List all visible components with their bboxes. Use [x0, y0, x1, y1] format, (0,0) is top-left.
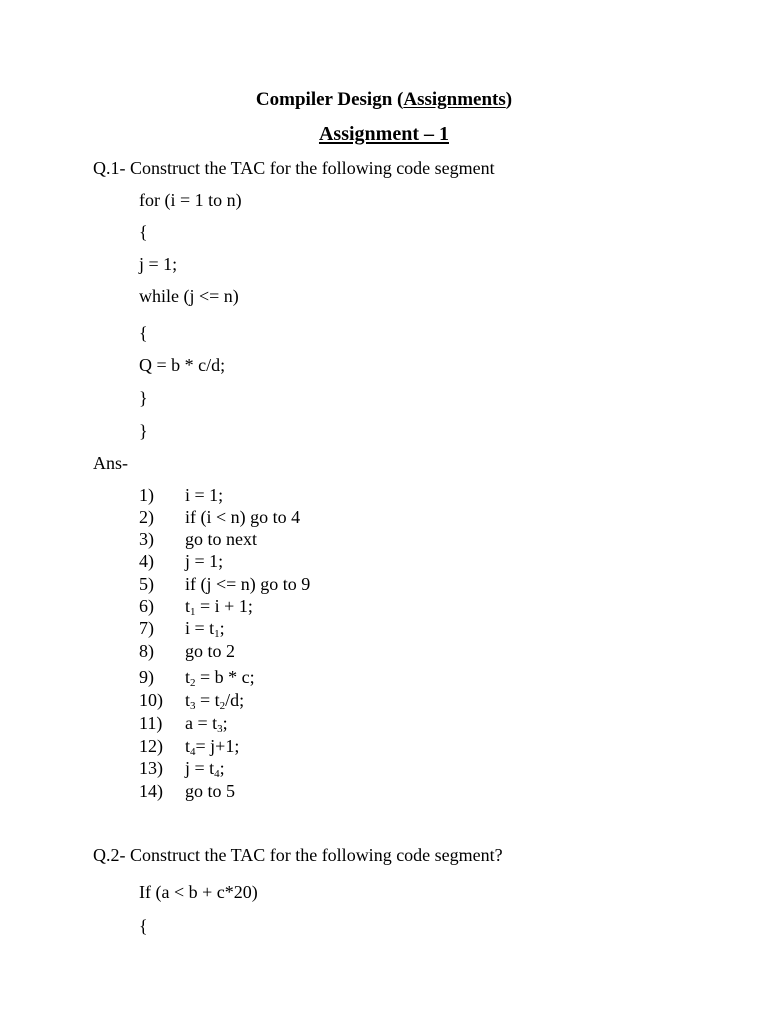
code-line: j = 1; — [139, 254, 178, 274]
answer-number: 4) — [139, 551, 154, 571]
answer-text: $a = t_3$; — [185, 713, 228, 735]
code-line: } — [139, 421, 148, 441]
answer-text: i = 1; — [185, 485, 224, 505]
question-2: Q.2- Construct the TAC for the following code segment? — [93, 845, 503, 865]
answer-number: 5) — [139, 574, 154, 594]
title-prefix: Compiler Design ( — [255, 89, 404, 110]
answer-number: 10) — [139, 690, 163, 710]
answer-text: $j = t_4$; — [185, 758, 225, 780]
answer-text: j = 1; — [185, 551, 224, 571]
answer-number: 12) — [139, 736, 163, 756]
code-line: } — [139, 388, 148, 408]
code-line: If (a < b + c*20) — [139, 882, 258, 902]
answer-text: $i = t_1$; — [185, 618, 225, 640]
answer-number: 13) — [139, 758, 163, 778]
answer-number: 2) — [139, 507, 154, 527]
code-line: { — [139, 222, 148, 242]
code-line: { — [139, 323, 148, 343]
answer-text: if (j <= n) go to 9 — [185, 574, 311, 594]
answer-number: 7) — [139, 618, 154, 638]
answer-label: Ans- — [93, 453, 128, 473]
answer-text: $t_1 = i + 1$; — [185, 596, 253, 618]
assignment-heading: Assignment – 1 — [318, 123, 449, 145]
answer-text: if (i < n) go to 4 — [185, 507, 301, 527]
question-1: Q.1- Construct the TAC for the following code segment — [93, 158, 495, 178]
code-line: { — [139, 916, 148, 936]
answer-text: $t_2 = b * c$; — [185, 667, 255, 689]
title-suffix: ) — [505, 89, 513, 110]
answer-number: 8) — [139, 641, 154, 661]
answer-number: 1) — [139, 485, 154, 505]
answer-text: go to next — [185, 529, 257, 549]
answer-number: 6) — [139, 596, 154, 616]
document-title — [0, 89, 768, 111]
code-line: while (j <= n) — [139, 286, 239, 306]
code-line: Q = b * c/d; — [139, 355, 226, 375]
answer-number: 14) — [139, 781, 163, 801]
code-line: for (i = 1 to n) — [139, 190, 242, 210]
answer-text: go to 2 — [185, 641, 236, 661]
answer-number: 9) — [139, 667, 154, 687]
answer-text: $t_3 = t_2/d$; — [185, 690, 245, 712]
title-underlined: Assignments — [403, 89, 506, 110]
answer-text: $t_4= j+1$; — [185, 736, 240, 758]
answer-text: go to 5 — [185, 781, 236, 801]
answer-number: 3) — [139, 529, 154, 549]
answer-number: 11) — [139, 713, 163, 733]
